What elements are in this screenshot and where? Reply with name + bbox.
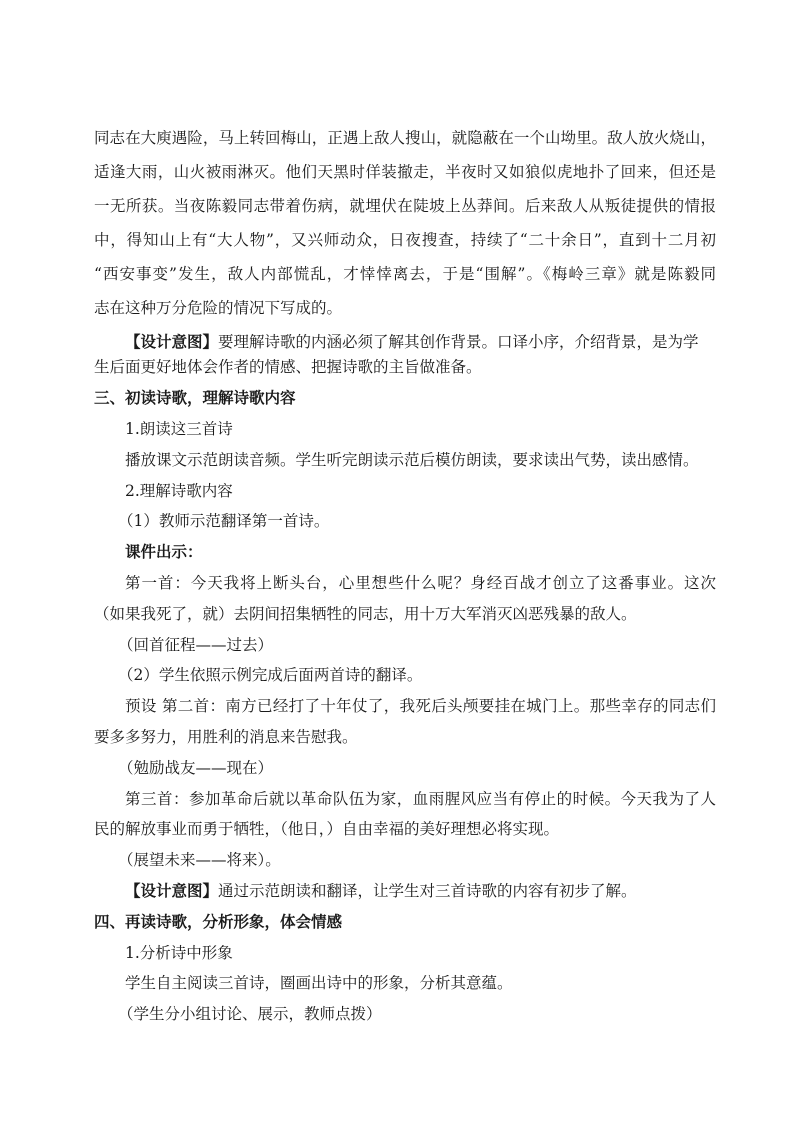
design-intent-1 <box>125 331 699 353</box>
poem-2-translation-line-1: 预设 第二首：南方已经打了十年仗了，我死后头颅要挂在城门上。那些幸存的同志们 <box>125 697 716 715</box>
poem-1-note: （回首征程——过去） <box>118 636 274 654</box>
intro-line-6: 志在这种万分危险的情况下写成的。 <box>94 299 343 317</box>
sub-item-1: （1）教师示范翻译第一首诗。 <box>118 512 330 530</box>
intro-line-2: 适逢大雨，山火被雨淋灭。他们天黑时佯装撤走，半夜时又如狼似虎地扑了回来，但还是 <box>94 163 716 181</box>
design-intent-2 <box>125 880 637 902</box>
intro-line-5: “西安事变”发生，敌人内部慌乱，才悻悻离去，于是“围解”。《梅岭三章》就是陈毅同 <box>94 265 716 283</box>
section-4-note: （学生分小组讨论、展示，教师点拨） <box>118 1005 382 1023</box>
intro-line-4: 中，得知山上有“大人物”，又兴师动众，日夜搜查，持续了“二十余日”，直到十二月初 <box>94 231 716 249</box>
section-heading-3: 三、初读诗歌，理解诗歌内容 <box>94 388 296 407</box>
item-heading-2: 2.理解诗歌内容 <box>125 482 233 500</box>
poem-2-translation-line-2: 要多多努力，用胜利的消息来告慰我。 <box>94 728 358 746</box>
design-intent-2-text: 通过示范朗读和翻译，让学生对三首诗歌的内容有初步了解。 <box>218 882 637 900</box>
poem-1-translation-line-1: 第一首：今天我将上断头台，心里想些什么呢？身经百战才创立了这番事业。这次 <box>125 574 716 592</box>
courseware-label: 课件出示： <box>125 542 203 561</box>
design-intent-label: 【设计意图】 <box>125 332 219 351</box>
design-intent-text: 要理解诗歌的内涵必须了解其创作背景。口译小序，介绍背景，是为学 <box>218 333 699 351</box>
poem-3-note: （展望未来——将来）。 <box>118 851 281 869</box>
item-1-text: 播放课文示范朗读音频。学生听完朗读示范后模仿朗读，要求读出气势，读出感情。 <box>125 451 699 469</box>
poem-3-translation-line-1: 第三首：参加革命后就以革命队伍为家，血雨腥风应当有停止的时候。今天我为了人 <box>125 790 716 808</box>
section-4-item-1-text: 学生自主阅读三首诗，圈画出诗中的形象，分析其意蕴。 <box>125 974 513 992</box>
design-intent-2-label: 【设计意图】 <box>125 881 219 900</box>
section-4-item-heading-1: 1.分析诗中形象 <box>125 944 233 962</box>
poem-1-translation-line-2: （如果我死了，就）去阴间招集牺牲的同志，用十万大军消灭凶恶残暴的敌人。 <box>94 605 637 623</box>
item-heading-1: 1.朗读这三首诗 <box>125 420 233 438</box>
poem-3-translation-line-2: 民的解放事业而勇于牺牲，（他日，）自由幸福的美好理想必将实现。 <box>94 820 560 838</box>
intro-line-3: 一无所获。当夜陈毅同志带着伤病，就埋伏在陡坡上丛莽间。后来敌人从叛徒提供的情报 <box>94 197 716 215</box>
sub-item-2: （2）学生依照示例完成后面两首诗的翻译。 <box>118 666 423 684</box>
section-heading-4: 四、再读诗歌，分析形象，体会情感 <box>94 912 343 931</box>
poem-2-note: （勉励战友——现在） <box>118 759 274 777</box>
design-intent-1-line-2: 生后面更好地体会作者的情感、把握诗歌的主旨做准备。 <box>94 358 482 376</box>
intro-line-1: 同志在大庾遇险，马上转回梅山，正遇上敌人搜山，就隐蔽在一个山坳里。敌人放火烧山， <box>94 129 716 147</box>
